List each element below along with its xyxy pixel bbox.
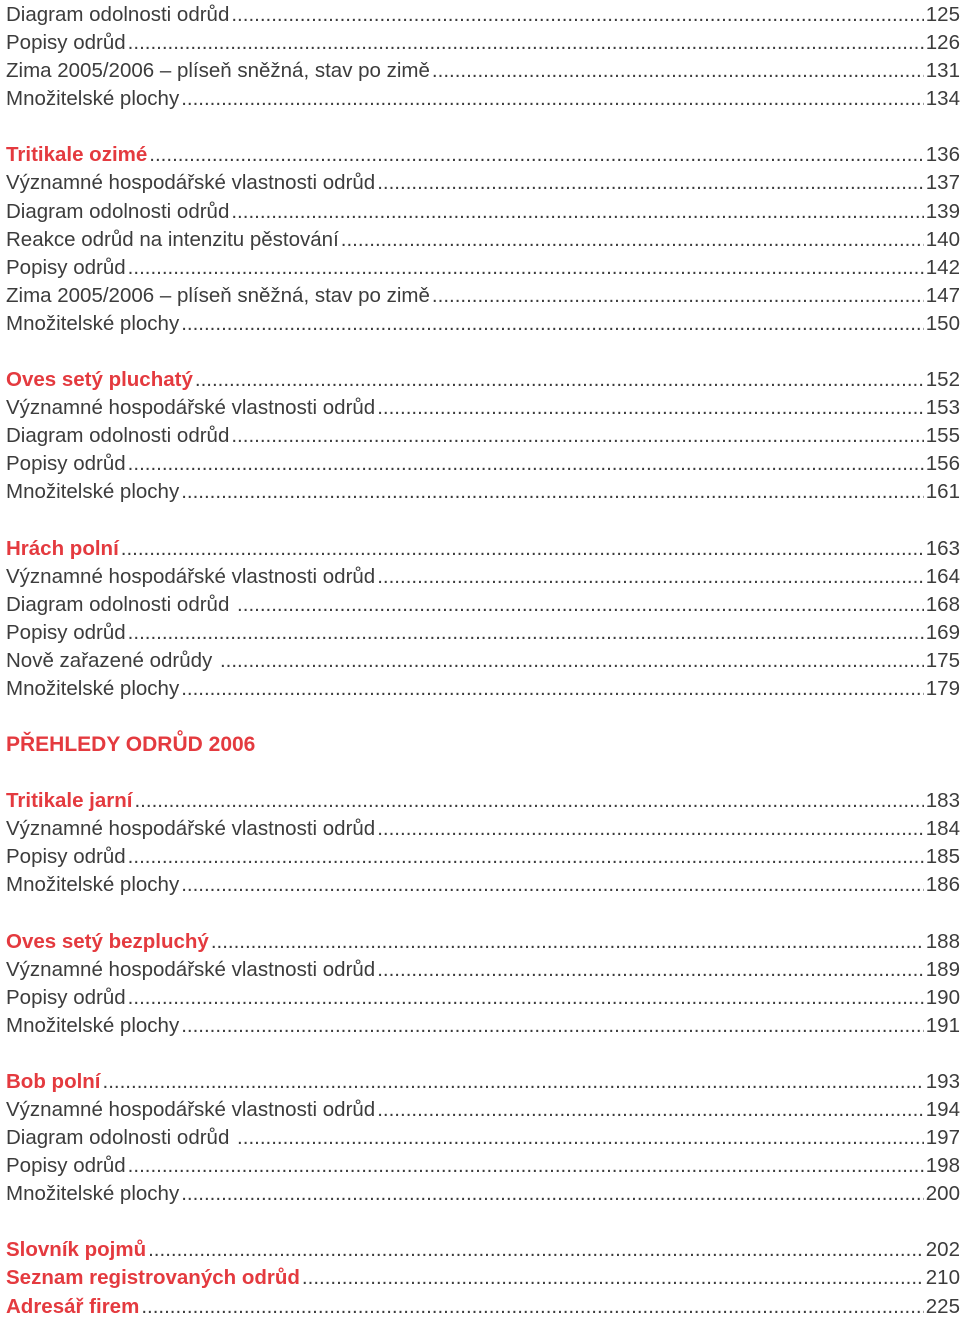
toc-entry[interactable]: [6, 1, 960, 29]
entry-title: Diagram odolnosti odrůd: [6, 1126, 236, 1150]
toc-chapter-entry[interactable]: [6, 1236, 960, 1264]
toc-entry[interactable]: [6, 675, 960, 703]
dot-leader: [432, 57, 924, 85]
entry-title: Popisy odrůd: [6, 31, 126, 55]
entry-page-number: 155: [925, 424, 960, 448]
toc-chapter-entry[interactable]: [6, 366, 960, 394]
dot-leader: [237, 1124, 924, 1152]
entry-page-number: 186: [925, 873, 960, 897]
entry-title: Diagram odolnosti odrůd: [6, 199, 230, 223]
entry-title: Bob polní: [6, 1069, 101, 1093]
entry-title: Diagram odolnosti odrůd: [6, 424, 230, 448]
dot-leader: [181, 85, 924, 113]
entry-page-number: 134: [925, 87, 960, 111]
toc-entry[interactable]: [6, 563, 960, 591]
dot-leader: [128, 1152, 924, 1180]
entry-title: Oves setý bezpluchý: [6, 929, 209, 953]
toc-entry[interactable]: [6, 29, 960, 57]
toc-entry[interactable]: [6, 394, 960, 422]
section-title: PŘEHLEDY ODRŮD 2006: [6, 733, 256, 757]
dot-leader: [220, 647, 924, 675]
dot-leader: [432, 282, 924, 310]
toc-group: [6, 535, 960, 704]
dot-leader: [231, 422, 923, 450]
entry-page-number: 161: [925, 480, 960, 504]
entry-title: Množitelské plochy: [6, 480, 180, 504]
toc-chapter-entry[interactable]: [6, 928, 960, 956]
dot-leader: [181, 871, 924, 899]
entry-title: Diagram odolnosti odrůd: [6, 3, 230, 26]
entry-title: Tritikale ozimé: [6, 143, 148, 167]
entry-page-number: 140: [925, 227, 960, 251]
dot-leader: [377, 563, 924, 591]
entry-page-number: 184: [925, 817, 960, 841]
entry-page-number: 169: [925, 620, 960, 644]
entry-page-number: 153: [925, 396, 960, 420]
entry-page-number: 189: [925, 957, 960, 981]
toc-entry[interactable]: [6, 478, 960, 506]
dot-leader: [121, 535, 924, 563]
entry-page-number: 194: [925, 1098, 960, 1121]
entry-title: Nově zařazené odrůdy: [6, 648, 218, 672]
toc-group: [6, 366, 960, 506]
entry-page-number: 185: [925, 845, 960, 869]
entry-page-number: 150: [925, 311, 960, 335]
entry-page-number: 188: [925, 929, 960, 953]
entry-page-number: 142: [925, 255, 960, 279]
dot-leader: [377, 956, 924, 984]
entry-title: Hrách polní: [6, 536, 119, 560]
toc-entry[interactable]: [6, 450, 960, 478]
toc-chapter-entry[interactable]: [6, 141, 960, 169]
table-of-contents: [6, 1, 960, 1321]
entry-title: Popisy odrůd: [6, 255, 126, 279]
entry-page-number: 136: [925, 143, 960, 167]
dot-leader: [128, 254, 924, 282]
entry-page-number: 202: [925, 1238, 960, 1262]
dot-leader: [128, 619, 924, 647]
entry-title: Popisy odrůd: [6, 620, 126, 644]
entry-page-number: 152: [925, 368, 960, 392]
dot-leader: [141, 1293, 923, 1321]
entry-title: Významné hospodářské vlastnosti odrůd: [6, 817, 376, 841]
toc-entry[interactable]: [6, 310, 960, 338]
entry-page-number: 190: [925, 985, 960, 1009]
toc-chapter-entry[interactable]: [6, 1068, 960, 1096]
entry-page-number: 200: [925, 1182, 960, 1206]
entry-title: Množitelské plochy: [6, 873, 180, 897]
toc-entry[interactable]: [6, 57, 960, 85]
toc-entry[interactable]: [6, 984, 960, 1012]
dot-leader: [149, 141, 924, 169]
dot-leader: [377, 815, 924, 843]
entry-page-number: 164: [925, 564, 960, 588]
dot-leader: [128, 984, 924, 1012]
dot-leader: [128, 450, 924, 478]
dot-leader: [195, 366, 924, 394]
dot-leader: [377, 169, 924, 197]
toc-group: [6, 141, 960, 338]
entry-title: Množitelské plochy: [6, 1013, 180, 1037]
entry-title: Množitelské plochy: [6, 1182, 180, 1206]
toc-entry[interactable]: [6, 1180, 960, 1208]
toc-entry[interactable]: [6, 843, 960, 871]
dot-leader: [231, 198, 923, 226]
dot-leader: [302, 1264, 924, 1292]
dot-leader: [377, 394, 924, 422]
entry-page-number: 210: [925, 1266, 960, 1290]
dot-leader: [237, 591, 924, 619]
entry-page-number: 168: [925, 592, 960, 616]
toc-entry[interactable]: [6, 282, 960, 310]
dot-leader: [377, 1096, 924, 1124]
toc-chapter-entry[interactable]: [6, 535, 960, 563]
toc-group: [6, 928, 960, 1040]
entry-title: Množitelské plochy: [6, 676, 180, 700]
entry-page-number: 156: [925, 452, 960, 476]
entry-title: Slovník pojmů: [6, 1238, 147, 1262]
dot-leader: [134, 787, 923, 815]
entry-page-number: 137: [925, 171, 960, 195]
toc-chapter-entry[interactable]: [6, 787, 960, 815]
entry-title: Reakce odrůd na intenzitu pěstování: [6, 227, 339, 251]
dot-leader: [128, 29, 924, 57]
toc-entry[interactable]: [6, 1096, 960, 1124]
dot-leader: [181, 310, 924, 338]
entry-title: Tritikale jarní: [6, 789, 133, 813]
entry-page-number: 183: [925, 789, 960, 813]
toc-entry[interactable]: [6, 1124, 960, 1152]
toc-entry[interactable]: [6, 198, 960, 226]
entry-page-number: 193: [925, 1069, 960, 1093]
dot-leader: [181, 478, 924, 506]
entry-page-number: 225: [925, 1294, 960, 1318]
entry-title: Množitelské plochy: [6, 87, 180, 111]
entry-title: Významné hospodářské vlastnosti odrůd: [6, 957, 376, 981]
toc-group: [6, 787, 960, 899]
toc-entry[interactable]: [6, 226, 960, 254]
entry-title: Významné hospodářské vlastnosti odrůd: [6, 171, 376, 195]
entry-page-number: 163: [925, 536, 960, 560]
entry-title: Popisy odrůd: [6, 985, 126, 1009]
toc-entry[interactable]: [6, 169, 960, 197]
entry-page-number: 131: [925, 59, 960, 83]
entry-title: Významné hospodářské vlastnosti odrůd: [6, 564, 376, 588]
toc-entry[interactable]: [6, 591, 960, 619]
toc-entry[interactable]: [6, 85, 960, 113]
toc-entry[interactable]: [6, 815, 960, 843]
dot-leader: [181, 675, 924, 703]
toc-entry[interactable]: [6, 619, 960, 647]
toc-entry[interactable]: [6, 1152, 960, 1180]
entry-title: Popisy odrůd: [6, 845, 126, 869]
entry-page-number: 139: [925, 199, 960, 223]
entry-page-number: 125: [925, 3, 960, 26]
toc-entry[interactable]: [6, 254, 960, 282]
toc-group: [6, 1068, 960, 1208]
entry-page-number: 197: [925, 1126, 960, 1150]
entry-title: Adresář firem: [6, 1294, 140, 1318]
toc-entry[interactable]: [6, 871, 960, 899]
toc-entry[interactable]: [6, 647, 960, 675]
entry-title: Významné hospodářské vlastnosti odrůd: [6, 396, 376, 420]
entry-page-number: 179: [925, 676, 960, 700]
toc-entry[interactable]: [6, 956, 960, 984]
toc-entry[interactable]: [6, 1012, 960, 1040]
entry-title: Oves setý pluchatý: [6, 368, 193, 392]
entry-page-number: 191: [925, 1013, 960, 1037]
dot-leader: [341, 226, 924, 254]
dot-leader: [181, 1012, 924, 1040]
toc-entry[interactable]: [6, 422, 960, 450]
toc-group: [6, 1, 960, 113]
entry-title: Diagram odolnosti odrůd: [6, 592, 236, 616]
toc-chapter-entry[interactable]: [6, 1293, 960, 1321]
entry-title: Významné hospodářské vlastnosti odrůd: [6, 1098, 376, 1121]
entry-page-number: 175: [925, 648, 960, 672]
dot-leader: [211, 928, 924, 956]
entry-title: Popisy odrůd: [6, 452, 126, 476]
entry-title: Množitelské plochy: [6, 311, 180, 335]
entry-title: Zima 2005/2006 – plíseň sněžná, stav po zimě: [6, 283, 430, 307]
dot-leader: [103, 1068, 924, 1096]
entry-title: Seznam registrovaných odrůd: [6, 1266, 300, 1290]
entry-title: Popisy odrůd: [6, 1154, 126, 1178]
entry-page-number: 147: [925, 283, 960, 307]
dot-leader: [148, 1236, 924, 1264]
dot-leader: [181, 1180, 924, 1208]
entry-page-number: 198: [925, 1154, 960, 1178]
toc-group: [6, 1236, 960, 1320]
entry-page-number: 126: [925, 31, 960, 55]
toc-chapter-entry[interactable]: [6, 1264, 960, 1292]
dot-leader: [128, 843, 924, 871]
entry-title: Zima 2005/2006 – plíseň sněžná, stav po zimě: [6, 59, 430, 83]
dot-leader: [231, 1, 923, 29]
